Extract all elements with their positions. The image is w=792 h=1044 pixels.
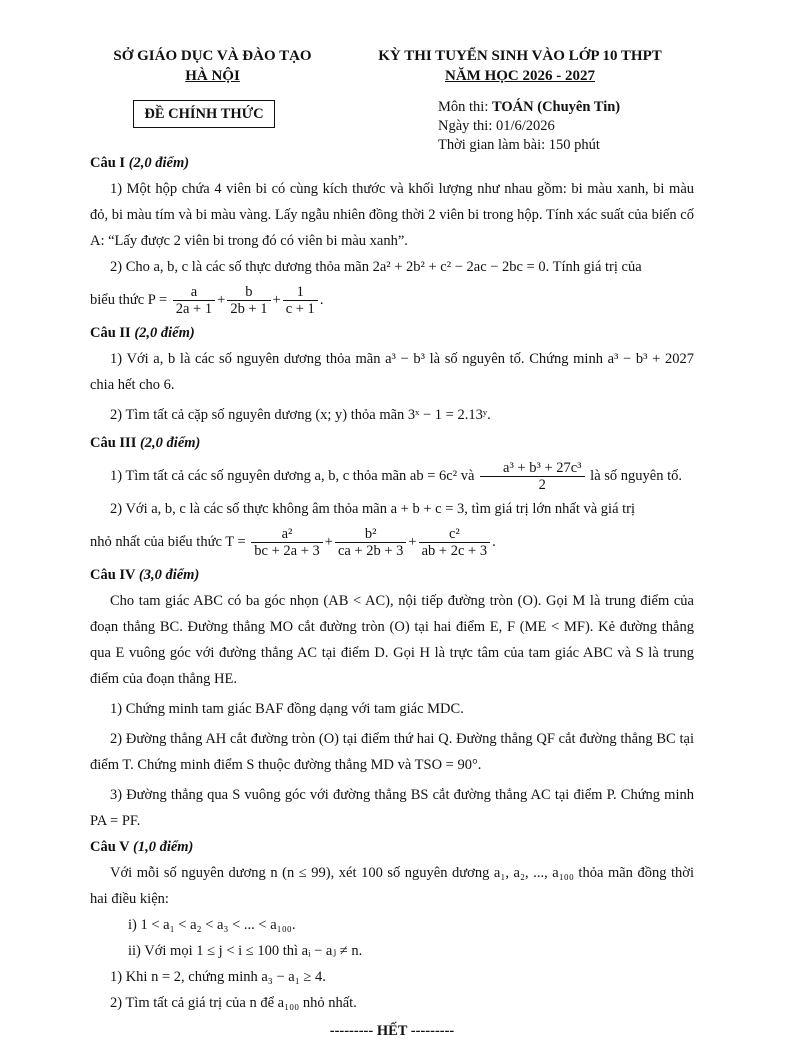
question-3-part-1: 1) Tìm tất cả các số nguyên dương a, b, c thỏa mãn ab = 6c² và $\frac{\text{a³ + b³ + 27c³}}{2}$ là số nguyên tố.: [110, 460, 682, 494]
question-1-heading: [90, 150, 694, 176]
expression-p-label: biểu thức P =: [90, 292, 171, 308]
subject-label: Môn thi:: [438, 99, 492, 115]
question-5-heading: [90, 834, 694, 860]
question-2-part-1: 1) Với a, b là các số nguyên dương thỏa mãn a³ − b³ là số nguyên tố. Chứng minh a³ − b³ + 2027 chia hết cho 6.: [90, 351, 694, 393]
fraction: $\frac{a}{2a + 1}$: [173, 284, 215, 317]
city-name: HÀ NỘI: [185, 68, 240, 84]
fraction: $\frac{1}{c + 1}$: [283, 284, 318, 317]
question-1-part-2-expression: biểu thức P = $\frac{a}{2a + 1}$ + $\frac{b}{2b + 1}$ + $\frac{1}{c + 1}$ .: [90, 284, 324, 318]
question-4-heading: [90, 562, 694, 588]
question-1-title: Câu I: [90, 155, 126, 171]
question-2-heading: [90, 320, 694, 346]
expression-t-label: nhỏ nhất của biểu thức T =: [90, 534, 250, 550]
question-3-points: (2,0 điểm): [139, 435, 201, 451]
question-5-points: (1,0 điểm): [132, 839, 194, 855]
question-4-points: (3,0 điểm): [138, 567, 200, 583]
subject-line: [438, 98, 620, 117]
fraction: $\frac{b}{2b + 1}$: [227, 284, 270, 317]
question-4-title: Câu IV: [90, 567, 136, 583]
question-5-intro: Với mỗi số nguyên dương n (n ≤ 99), xét 100 số nguyên dương a₁, a₂, ..., a₁₀₀ thỏa mãn đồng thời hai điều kiện:: [90, 865, 694, 907]
question-4-part-2: 2) Đường thẳng AH cắt đường tròn (O) tại điểm thứ hai Q. Đường thẳng QF cắt đường thẳng BC tại điểm T. Chứng minh điểm S thuộc đường thẳng MD và TSO = 90°.: [90, 731, 694, 773]
question-2-points: (2,0 điểm): [134, 325, 195, 341]
exam-header: [355, 46, 685, 86]
question-4-intro: Cho tam giác ABC có ba góc nhọn (AB < AC), nội tiếp đường tròn (O). Gọi M là trung điểm của đoạn thẳng BC. Đường thẳng MO cắt đường tròn (O) tại hai điểm E, F (ME < MF). Kẻ đường thẳng qua E vuông góc với đường thẳng AC tại điểm D. Gọi H là trực tâm của tam giác ABC và S là trung điểm của đoạn thẳng HE.: [90, 593, 694, 687]
question-5-part-1: 1) Khi n = 2, chứng minh a₃ − a₁ ≥ 4.: [110, 969, 326, 985]
exam-title: KỲ THI TUYỂN SINH VÀO LỚP 10 THPT: [378, 48, 662, 64]
question-2-title: Câu II: [90, 325, 131, 341]
fraction: $\frac{\text{a³ + b³ + 27c³}}{2}$: [480, 460, 585, 493]
exam-duration: Thời gian làm bài: 150 phút: [438, 137, 600, 153]
exam-meta: [438, 98, 620, 155]
official-stamp-box: ĐỀ CHÍNH THỨC: [133, 100, 275, 128]
question-2-part-2: 2) Tìm tất cả cặp số nguyên dương (x; y) thỏa mãn 3ˣ − 1 = 2.13ʸ.: [110, 407, 491, 423]
fraction: $\frac{\text{c²}}{ab + 2c + 3}$: [419, 526, 490, 559]
fraction: $\frac{\text{b²}}{ca + 2b + 3}$: [335, 526, 406, 559]
question-4-part-1: 1) Chứng minh tam giác BAF đồng dạng với tam giác MDC.: [110, 701, 464, 717]
question-5-condition-2: ii) Với mọi 1 ≤ j < i ≤ 100 thì aᵢ − aⱼ ≠ n.: [128, 943, 363, 959]
question-3-heading: [90, 430, 694, 456]
department-name: SỞ GIÁO DỤC VÀ ĐÀO TẠO: [113, 48, 312, 64]
subject-name: TOÁN (Chuyên Tin): [491, 99, 621, 115]
department-header: [100, 46, 325, 86]
question-3-part-2-expression: nhỏ nhất của biểu thức T = $\frac{\text{a²}}{bc + 2a + 3}$ + $\frac{\text{b²}}{ca + 2b + 3}$ + $\frac{\text{c²}}{ab + 2c + 3}$ .: [90, 526, 496, 560]
fraction: $\frac{\text{a²}}{bc + 2a + 3}$: [251, 526, 322, 559]
question-5-part-2: 2) Tìm tất cả giá trị của n để a₁₀₀ nhỏ nhất.: [110, 995, 357, 1011]
question-5-condition-1: i) 1 < a₁ < a₂ < a₃ < ... < a₁₀₀.: [128, 917, 296, 933]
question-1-part-1: 1) Một hộp chứa 4 viên bi có cùng kích thước và khối lượng như nhau gồm: bi màu xanh, bi màu đỏ, bi màu tím và bi màu vàng. Lấy ngẫu nhiên đồng thời 2 viên bi trong hộp. Tính xác suất của biến cố A: “Lấy được 2 viên bi trong đó có viên bi màu xanh”.: [90, 181, 694, 249]
school-year: NĂM HỌC 2026 - 2027: [445, 68, 595, 84]
exam-body: [90, 150, 694, 1044]
question-4-part-3: 3) Đường thẳng qua S vuông góc với đường thẳng BS cắt đường thẳng AC tại điểm P. Chứng minh PA = PF.: [90, 787, 694, 829]
question-3-part-2: 2) Với a, b, c là các số thực không âm thỏa mãn a + b + c = 3, tìm giá trị lớn nhất và giá trị: [110, 501, 636, 517]
end-marker: --------- HẾT ---------: [329, 1023, 455, 1039]
exam-date: Ngày thi: 01/6/2026: [438, 118, 555, 134]
question-1-points: (2,0 điểm): [128, 155, 190, 171]
question-1-part-2: 2) Cho a, b, c là các số thực dương thỏa mãn 2a² + 2b² + c² − 2ac − 2bc = 0. Tính giá trị của: [110, 259, 642, 275]
question-5-title: Câu V: [90, 839, 130, 855]
question-3-title: Câu III: [90, 435, 137, 451]
